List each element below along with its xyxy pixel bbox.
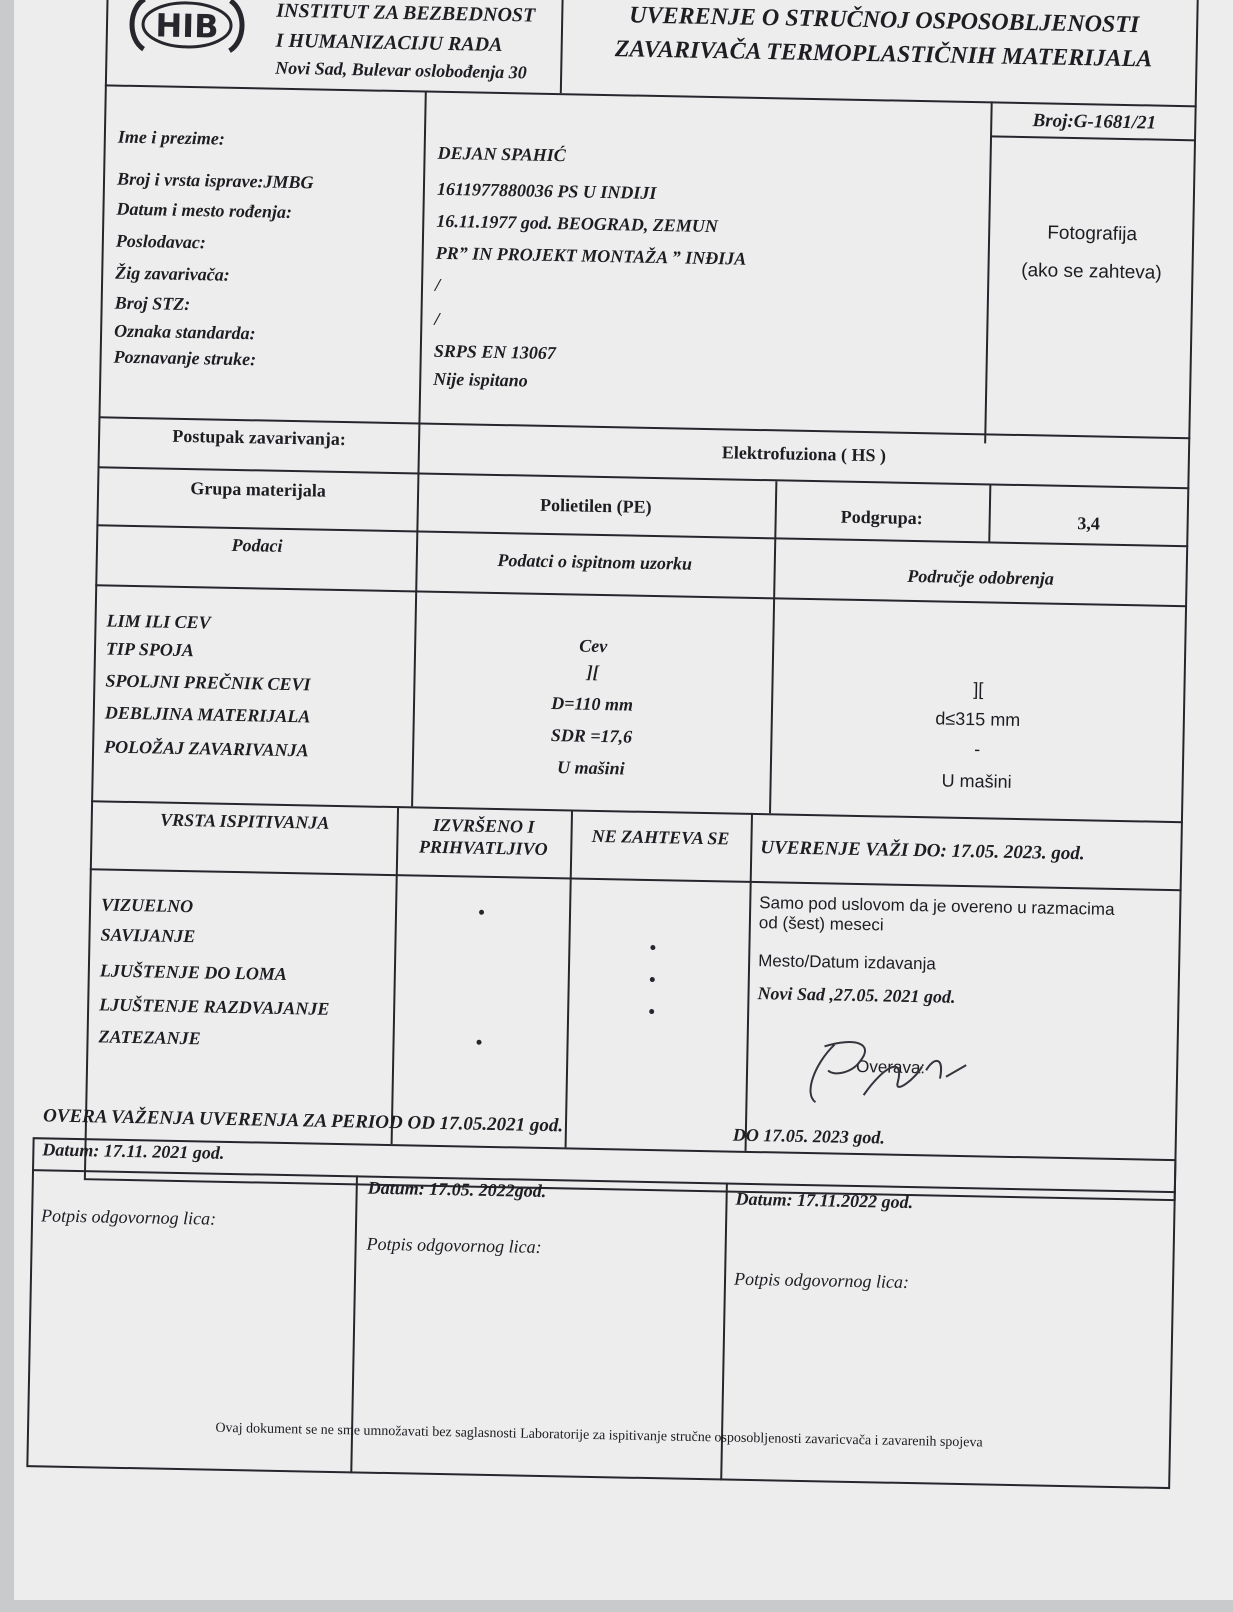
hib-logo-icon (121, 0, 252, 57)
value-welder-stamp: / (434, 274, 441, 295)
label-stz-number: Broj STZ: (114, 292, 191, 315)
footer-note: Ovaj dokument se ne sme umnožavati bez saglasnosti Laboratorije za ispitivanje stručne osposobljenosti zavaricvača i zavarenih spojeva (215, 1420, 983, 1451)
test-name-peel-break: LJUŠTENJE DO LOMA (99, 960, 288, 985)
sample-sdr: SDR =17,6 (550, 725, 633, 747)
signature-label-2: Potpis odgovornog lica: (366, 1233, 542, 1257)
period-from: OVERA VAŽENJA UVERENJA ZA PERIOD OD 17.05.2021 god. (42, 1105, 564, 1137)
procedure-value: Elektrofuziona ( HS ) (721, 442, 887, 466)
approval-thickness: - (974, 739, 981, 760)
sample-position: U mašini (556, 757, 625, 779)
sample-joint: ][ (586, 661, 599, 682)
verification-date-3: Datum: 17.11.2022 god. (735, 1188, 914, 1213)
value-name: DEJAN SPAHIĆ (437, 142, 566, 166)
issue-place-date-label: Mesto/Datum izdavanja (757, 951, 936, 974)
value-knowledge: Nije ispitano (433, 368, 528, 391)
data-label-outer-diameter: SPOLJNI PREČNIK CEVI (105, 670, 311, 695)
data-label-position: POLOŽAJ ZAVARIVANJA (103, 736, 309, 761)
label-knowledge: Poznavanje struke: (113, 346, 257, 370)
data-label-thickness: DEBLJINA MATERIJALA (104, 702, 311, 727)
data-header-podaci: Podaci (231, 534, 283, 556)
approval-diameter: d≤315 mm (935, 708, 1021, 731)
condition-line2: od (šest) meseci (758, 913, 884, 935)
issue-place-date-value: Novi Sad ,27.05. 2021 god. (757, 983, 956, 1007)
label-welder-stamp: Žig zavarivača: (115, 262, 230, 285)
value-id-document: 1611977880036 PS U INDIJI (436, 178, 657, 203)
value-employer: PR” IN PROJEKT MONTAŽA ” INĐIJA (435, 242, 747, 269)
certificate-title-line2: ZAVARIVAČA TERMOPLASTIČNIH MATERIJALA (614, 36, 1153, 73)
test-name-visual: VIZUELNO (100, 894, 194, 917)
label-standard: Oznaka standarda: (113, 320, 256, 344)
data-header-sample: Podatci o ispitnom uzorku (497, 549, 693, 574)
test-name-peel-separate: LJUŠTENJE RAZDVAJANJE (99, 994, 330, 1019)
mark-peel-break-not-required (650, 977, 655, 982)
signature-icon (793, 1024, 995, 1114)
institute-name-line2: I HUMANIZACIJU RADA (275, 29, 503, 56)
data-header-approval: Područje odobrenja (907, 565, 1055, 589)
data-label-joint-type: TIP SPOJA (105, 638, 195, 661)
photo-placeholder-title: Fotografija (1047, 222, 1138, 246)
label-name: Ime i prezime: (117, 126, 226, 149)
sample-diameter: D=110 mm (551, 693, 634, 715)
verified-by-label: Overava: (855, 1056, 926, 1078)
mark-tensile-accepted (477, 1040, 482, 1045)
sample-type: Cev (579, 635, 608, 657)
validity-until: UVERENJE VAŽI DO: 17.05. 2023. god. (760, 837, 1085, 865)
data-label-sheet-or-pipe: LIM ILI CEV (106, 610, 211, 633)
condition-line1: Samo pod uslovom da je overeno u razmacima (759, 893, 1115, 919)
mark-visual-accepted (479, 910, 484, 915)
label-id-document: Broj i vrsta isprave:JMBG (116, 168, 314, 193)
value-stz-number: / (434, 308, 440, 329)
material-value: Polietilen (PE) (539, 494, 652, 517)
signature-label-1: Potpis odgovornog lica: (40, 1205, 217, 1229)
label-birth: Datum i mesto rođenja: (116, 198, 293, 222)
mark-bending-not-required (650, 945, 655, 950)
value-birth: 16.11.1977 god. BEOGRAD, ZEMUN (436, 210, 718, 237)
testing-header-type: VRSTA ISPITIVANJA (159, 809, 330, 833)
testing-header-accepted-line2: PRIHVATLJIVO (418, 836, 548, 860)
test-name-tensile: ZATEZANJE (98, 1026, 201, 1049)
signature-label-3: Potpis odgovornog lica: (733, 1268, 910, 1293)
period-to: DO 17.05. 2023 god. (732, 1124, 885, 1148)
material-label: Grupa materijala (190, 478, 327, 501)
subgroup-label: Podgrupa: (840, 506, 923, 529)
value-standard: SRPS EN 13067 (433, 340, 557, 364)
certificate-title-line1: UVERENJE O STRUČNOJ OSPOSOBLJENOSTI (629, 2, 1140, 39)
subgroup-value: 3,4 (1077, 513, 1101, 534)
institute-address: Novi Sad, Bulevar oslobođenja 30 (275, 57, 527, 83)
institute-name-line1: INSTITUT ZA BEZBEDNOST (276, 0, 536, 27)
approval-position: U mašini (941, 770, 1012, 792)
testing-header-not-required: NE ZAHTEVA SE (591, 825, 730, 849)
svg-text:HIB: HIB (155, 6, 219, 46)
verification-date-2: Datum: 17.05. 2022god. (367, 1177, 547, 1202)
approval-joint: ][ (973, 679, 984, 700)
photo-placeholder-note: (ako se zahteva) (1021, 259, 1162, 284)
label-employer: Poslodavac: (115, 230, 207, 253)
procedure-label: Postupak zavarivanja: (172, 425, 347, 450)
verification-date-1: Datum: 17.11. 2021 god. (42, 1139, 225, 1163)
certificate-number: Broj:G-1681/21 (1032, 110, 1157, 134)
mark-peel-separate-not-required (649, 1009, 654, 1014)
testing-header-accepted-line1: IZVRŠENO I (432, 814, 535, 837)
test-name-bending: SAVIJANJE (100, 924, 196, 947)
